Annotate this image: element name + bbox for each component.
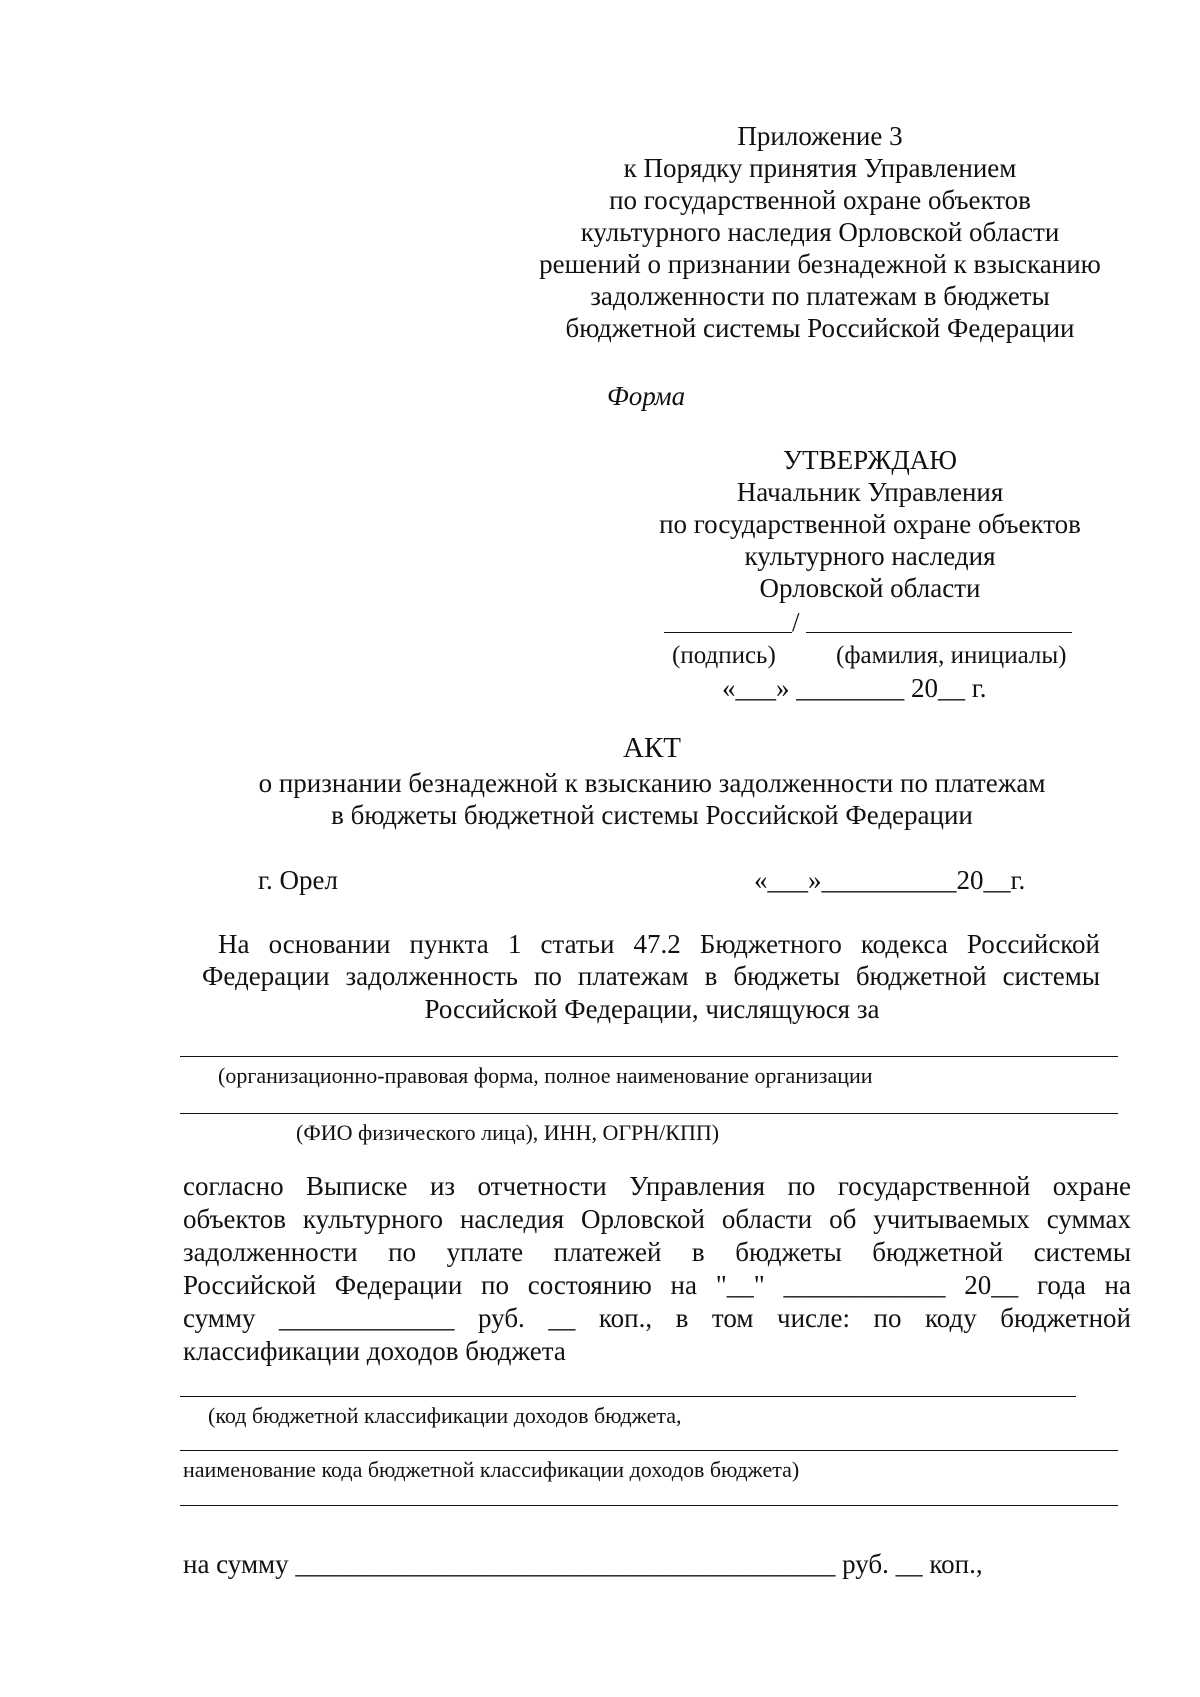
statement-line: сумму _____________ руб. __ коп., в том числе: по коду бюджетной <box>183 1303 1131 1333</box>
approval-line: Орловской области <box>759 573 981 603</box>
appendix-line: задолженности по платежам в бюджеты <box>590 281 1050 311</box>
org-name-line <box>180 1056 1118 1057</box>
act-city: г. Орел <box>258 865 338 895</box>
act-title: АКТ <box>623 732 681 764</box>
intro-line: На основании пункта 1 статьи 47.2 Бюджетного кодекса Российской <box>218 929 1100 959</box>
person-caption: (ФИО физического лица), ИНН, ОГРН/КПП) <box>296 1120 720 1145</box>
statement-line: классификации доходов бюджета <box>183 1336 566 1366</box>
act-subtitle-line: о признании безнадежной к взысканию задолженности по платежам <box>258 768 1046 798</box>
appendix-line: бюджетной системы Российской Федерации <box>565 313 1075 343</box>
code-name-caption: наименование кода бюджетной классификации доходов бюджета) <box>183 1457 800 1482</box>
approval-line: Начальник Управления <box>736 477 1004 507</box>
person-name-line <box>180 1113 1118 1114</box>
signature-caption: (подпись) <box>672 642 776 669</box>
code-name-line <box>180 1450 1118 1451</box>
form-label: Форма <box>607 381 686 411</box>
name-line <box>806 632 1072 633</box>
intro-line: Федерации задолженность по платежам в бюджеты бюджетной системы <box>202 961 1100 991</box>
extra-line <box>180 1505 1118 1506</box>
appendix-line: к Порядку принятия Управлением <box>623 153 1017 183</box>
appendix-line: Приложение 3 <box>737 121 903 151</box>
signature-line <box>664 632 792 633</box>
approval-heading: УТВЕРЖДАЮ <box>782 445 958 475</box>
appendix-line: решений о признании безнадежной к взысканию <box>539 249 1101 279</box>
statement-line: объектов культурного наследия Орловской области об учитываемых суммах <box>183 1204 1131 1234</box>
intro-line: Российской Федерации, числящуюся за <box>424 994 880 1024</box>
code-caption: (код бюджетной классификации доходов бюджета, <box>208 1403 682 1428</box>
appendix-line: по государственной охране объектов <box>609 185 1031 215</box>
approval-line: по государственной охране объектов <box>659 509 1081 539</box>
code-line <box>180 1396 1076 1397</box>
statement-line: согласно Выписке из отчетности Управления по государственной охране <box>183 1171 1131 1201</box>
act-subtitle-line: в бюджеты бюджетной системы Российской Федерации <box>331 800 973 830</box>
approval-date: «___» ________ 20__ г. <box>722 673 987 703</box>
statement-line: задолженности по уплате платежей в бюджеты бюджетной системы <box>183 1237 1131 1267</box>
signature-slash: / <box>792 607 800 637</box>
act-date: «___»__________20__г. <box>754 865 1026 895</box>
approval-line: культурного наследия <box>744 541 996 571</box>
appendix-line: культурного наследия Орловской области <box>580 217 1060 247</box>
statement-line: Российской Федерации по состоянию на "__" ____________ 20__ года на <box>183 1270 1131 1300</box>
name-caption: (фамилия, инициалы) <box>836 642 1067 669</box>
sum-line: на сумму ________________________________________ руб. __ коп., <box>183 1549 983 1579</box>
org-caption: (организационно-правовая форма, полное наименование организации <box>218 1063 873 1088</box>
